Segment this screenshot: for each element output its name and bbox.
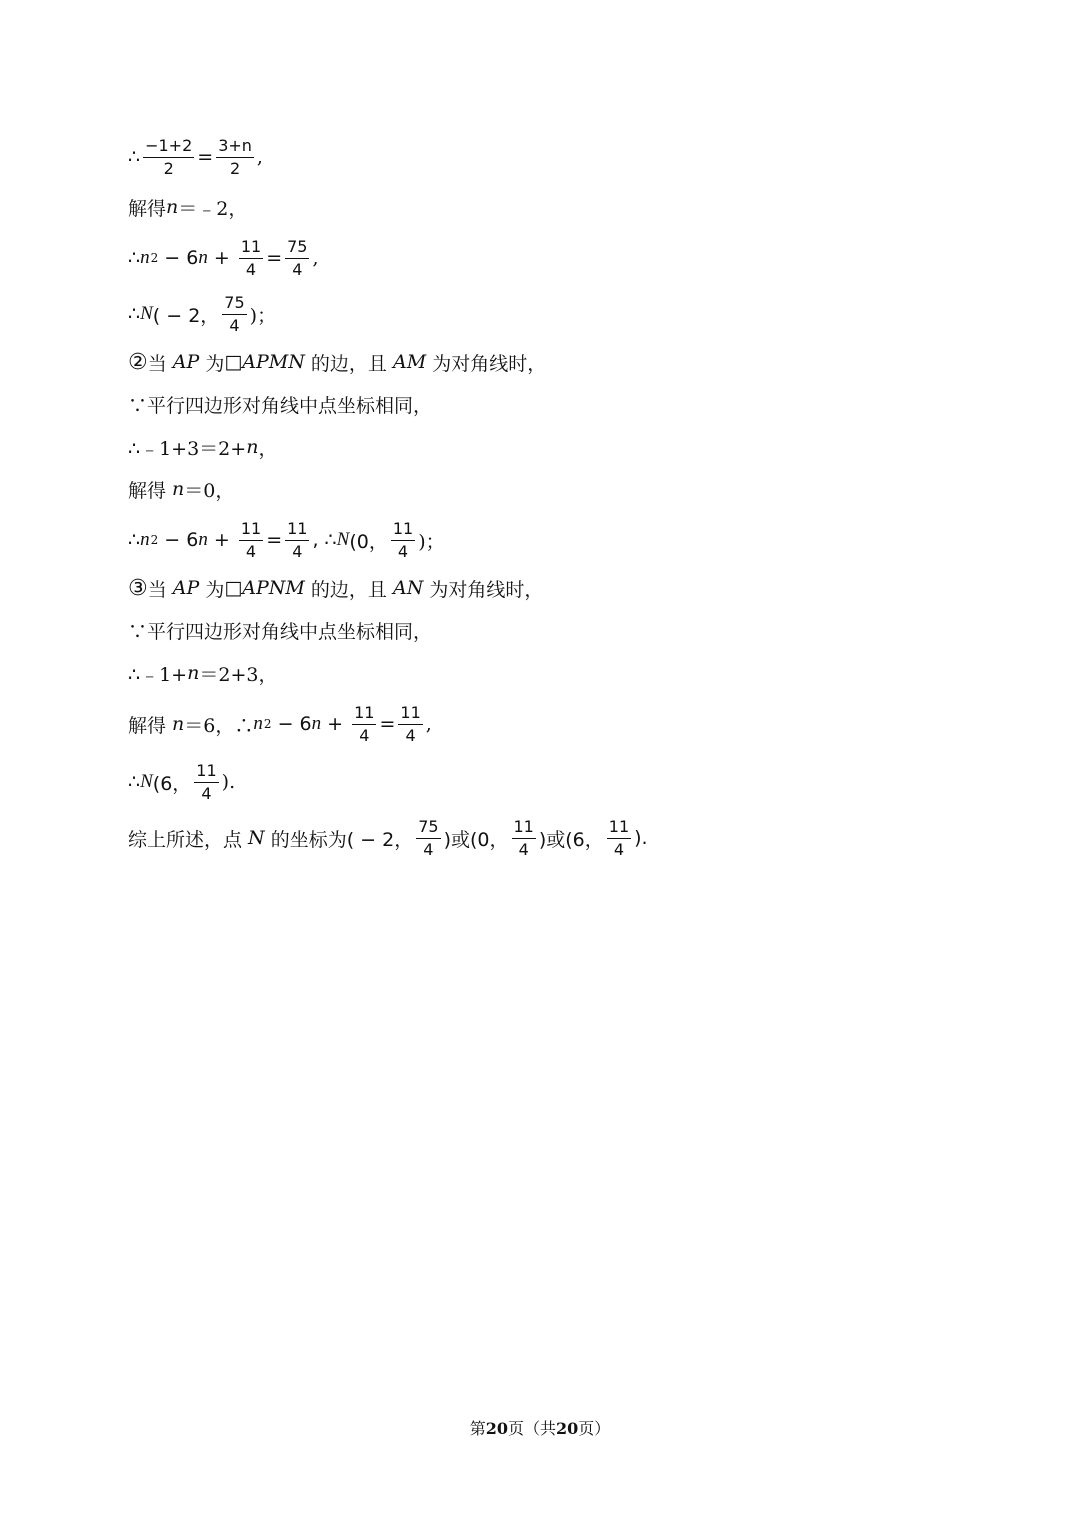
numerator: 11	[239, 239, 263, 259]
variable-n: n	[172, 713, 185, 735]
denominator: 4	[518, 839, 529, 859]
numerator: 75	[416, 819, 440, 839]
fraction	[239, 518, 263, 561]
fraction	[216, 135, 254, 178]
text: (0，	[349, 530, 388, 553]
fraction	[239, 236, 263, 279]
page-number: 20	[485, 1419, 508, 1438]
numerator: 75	[222, 295, 246, 315]
variable-n: n	[198, 247, 208, 268]
solve-n-line-2	[128, 469, 234, 509]
text: 综上所述，点	[128, 828, 249, 851]
variable-n: n	[172, 478, 185, 500]
text: − 6	[158, 247, 199, 269]
parallelogram-symbol: □	[224, 577, 243, 599]
variable-n: n	[246, 436, 259, 458]
variable-n: n	[198, 529, 208, 550]
because-line-2	[128, 610, 432, 650]
denominator: 2	[229, 158, 241, 178]
case-2-heading	[128, 342, 546, 382]
punctuation: ,	[425, 713, 432, 735]
equation-y-value-1	[128, 238, 319, 278]
denominator: 4	[292, 259, 303, 279]
therefore-symbol: ∴	[128, 247, 141, 269]
fraction	[285, 518, 309, 561]
punctuation: ).	[221, 771, 236, 793]
point-n-result-1	[128, 294, 276, 334]
fraction	[607, 816, 631, 859]
text: 为	[199, 352, 225, 375]
segment-AN: AN	[392, 577, 424, 599]
plus-sign: +	[321, 713, 350, 735]
denominator: 4	[405, 725, 416, 745]
point-N: N	[140, 771, 153, 792]
variable-n: n	[166, 196, 179, 218]
fraction	[285, 236, 309, 279]
fraction	[194, 760, 218, 803]
numerator: 75	[285, 239, 309, 259]
denominator: 4	[423, 839, 434, 859]
point-N: N	[248, 827, 265, 849]
numerator: 11	[398, 705, 422, 725]
because-line-1	[128, 384, 432, 424]
parallelogram-symbol: □	[224, 351, 243, 373]
text: ＝6，∴	[184, 714, 254, 737]
punctuation: ,	[256, 146, 263, 168]
numerator: −1+2	[143, 138, 194, 158]
case-3-heading	[128, 568, 543, 608]
denominator: 4	[359, 725, 370, 745]
text: 页）	[578, 1419, 611, 1438]
text: ( − 2，	[152, 304, 220, 327]
variable-n: n	[140, 529, 150, 550]
segment-AP: AP	[172, 577, 200, 599]
equals-sign: =	[379, 713, 396, 735]
plus-sign: +	[207, 247, 236, 269]
equals-sign: =	[197, 146, 214, 168]
therefore-symbol: ∴	[128, 146, 141, 168]
numerator: 11	[285, 521, 309, 541]
punctuation: )；	[249, 304, 277, 327]
text: ∵平行四边形对角线中点坐标相同，	[128, 620, 433, 643]
numerator: 11	[194, 763, 218, 783]
parallelogram-APNM: APNM	[242, 577, 305, 599]
numerator: 11	[352, 705, 376, 725]
punctuation: )；	[418, 530, 445, 553]
solve-n-line-1	[128, 187, 247, 227]
text: 解得	[128, 714, 173, 737]
text: 当	[147, 352, 173, 375]
denominator: 2	[163, 158, 174, 178]
exponent: 2	[150, 251, 159, 265]
text: 为对角线时，	[423, 578, 544, 601]
text: ＝﹣2，	[178, 197, 248, 220]
therefore-symbol: ∴	[128, 529, 141, 551]
text: ＝0，	[184, 479, 235, 502]
fraction	[352, 702, 376, 745]
text: − 6	[271, 713, 312, 735]
text: 为	[199, 578, 225, 601]
variable-n: n	[311, 713, 322, 734]
punctuation: ,	[312, 247, 319, 269]
text: )或(6，	[538, 828, 604, 851]
fraction	[143, 135, 194, 178]
equation-midpoint-1	[128, 137, 263, 177]
therefore-symbol: ∴	[128, 771, 141, 793]
midpoint-equation-3	[128, 653, 277, 693]
numerator: 11	[239, 521, 263, 541]
therefore-symbol: ∴	[128, 303, 141, 325]
page-footer	[0, 1416, 1080, 1439]
segment-AM: AM	[392, 351, 427, 373]
text: 页（共	[507, 1419, 556, 1438]
numerator: 11	[391, 521, 415, 541]
denominator: 4	[397, 541, 409, 561]
equals-sign: =	[266, 247, 283, 269]
numerator: 3+n	[216, 138, 254, 158]
plus-sign: +	[207, 529, 236, 551]
fraction	[398, 702, 422, 745]
text: − 6	[158, 529, 199, 551]
text: (6，	[152, 772, 192, 795]
punctuation: ，	[258, 437, 278, 460]
text: )或(0，	[443, 828, 509, 851]
denominator: 4	[245, 541, 257, 561]
midpoint-equation-2	[128, 427, 277, 467]
text: 解得	[128, 479, 173, 502]
fraction	[512, 816, 536, 859]
equation-y-value-2	[128, 520, 445, 560]
equation-y-value-3	[128, 704, 432, 744]
text: 第	[469, 1419, 486, 1438]
denominator: 4	[229, 315, 240, 335]
exponent: 2	[263, 717, 272, 731]
parallelogram-APMN: APMN	[242, 351, 305, 373]
text: 为对角线时，	[426, 352, 547, 375]
denominator: 4	[245, 259, 257, 279]
fraction	[222, 292, 246, 335]
variable-n: n	[253, 713, 263, 734]
variable-n: n	[187, 662, 200, 684]
fraction	[416, 816, 440, 859]
segment-AP: AP	[172, 351, 200, 373]
denominator: 4	[292, 541, 303, 561]
text: 当	[147, 578, 173, 601]
denominator: 4	[613, 839, 625, 859]
text: , ∴	[312, 529, 337, 551]
text: 的坐标为( − 2，	[264, 828, 414, 851]
exponent: 2	[150, 533, 159, 547]
circled-number-2: ②	[128, 349, 148, 375]
fraction	[391, 518, 415, 561]
punctuation: ).	[634, 827, 648, 849]
text: ∵平行四边形对角线中点坐标相同，	[128, 394, 433, 417]
text: ＝2+3，	[199, 663, 278, 686]
text: 解得	[128, 197, 167, 220]
equals-sign: =	[266, 529, 283, 551]
circled-number-3: ③	[128, 575, 148, 601]
text: 的边，且	[304, 578, 393, 601]
total-pages: 20	[556, 1419, 579, 1438]
variable-n: n	[140, 247, 150, 268]
point-n-result-3	[128, 762, 235, 802]
point-N: N	[140, 303, 153, 324]
text: 的边，且	[304, 352, 393, 375]
text: ∴﹣1+	[128, 663, 188, 686]
point-N: N	[336, 529, 350, 550]
numerator: 11	[512, 819, 536, 839]
text: ∴﹣1+3＝2+	[128, 437, 247, 460]
numerator: 11	[607, 819, 631, 839]
denominator: 4	[201, 783, 212, 803]
conclusion-line	[128, 818, 648, 858]
